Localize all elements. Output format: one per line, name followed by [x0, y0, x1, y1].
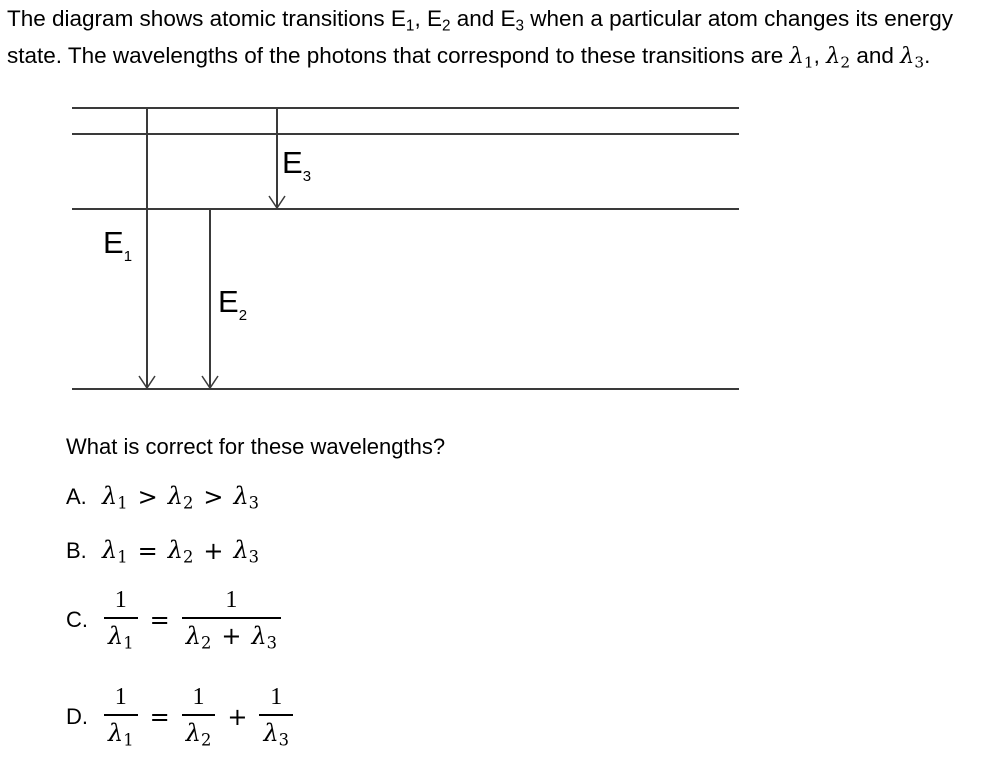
- option-d-fraction-1: $\frac{1}{\lambda_1}$: [104, 684, 138, 750]
- option-b[interactable]: [66, 536, 259, 567]
- question-text: What is correct for these wavelengths?: [66, 434, 446, 459]
- option-d-expression: $\frac{1}{\lambda_1}$ = $\frac{1}{\lambda_2}$ + $\frac{1}{\lambda_3}$: [102, 684, 295, 750]
- label-e3: $E_3$: [282, 145, 312, 185]
- lambda-1: $\lambda_1$: [789, 42, 814, 71]
- option-d-letter: D.: [66, 703, 88, 729]
- option-d[interactable]: [66, 684, 295, 750]
- option-a-expression: $\lambda_1$ > $\lambda_2$ > $\lambda_3$: [102, 482, 260, 513]
- lambda-3: $\lambda_3$: [900, 42, 925, 71]
- option-c-letter: C.: [66, 606, 88, 632]
- option-b-letter: B.: [66, 538, 87, 564]
- option-d-fraction-2: $\frac{1}{\lambda_2}$: [182, 684, 216, 750]
- transition-e2-arrow: [202, 209, 218, 388]
- option-c-right-fraction: $\frac{1}{\lambda_2 + \lambda_3}$: [182, 587, 281, 653]
- option-c-left-fraction: $\frac{1}{\lambda_1}$: [104, 587, 138, 653]
- lambda-2: $\lambda_2$: [826, 42, 851, 71]
- option-c[interactable]: [66, 587, 283, 653]
- option-d-fraction-3: $\frac{1}{\lambda_3}$: [259, 684, 293, 750]
- intro-text: The diagram shows atomic transitions $E_1$, $E_2$ and $E_3$ when a particular atom changes its energy state. The wavelengths of the photons that correspond to these transitions are $\lambda_1$, $\lambda_2$ and $\lambda_3$.: [7, 6, 954, 71]
- transition-e1-arrow: [139, 108, 155, 388]
- option-a-letter: A.: [66, 484, 87, 510]
- option-b-expression: $\lambda_1$ = $\lambda_2$ + $\lambda_3$: [102, 536, 260, 567]
- label-e2: $E_2$: [218, 284, 248, 324]
- option-c-expression: $\frac{1}{\lambda_1}$ = $\frac{1}{\lambda_2 + \lambda_3}$: [102, 587, 283, 653]
- label-e1: $E_1$: [103, 225, 133, 265]
- option-a[interactable]: [66, 482, 259, 513]
